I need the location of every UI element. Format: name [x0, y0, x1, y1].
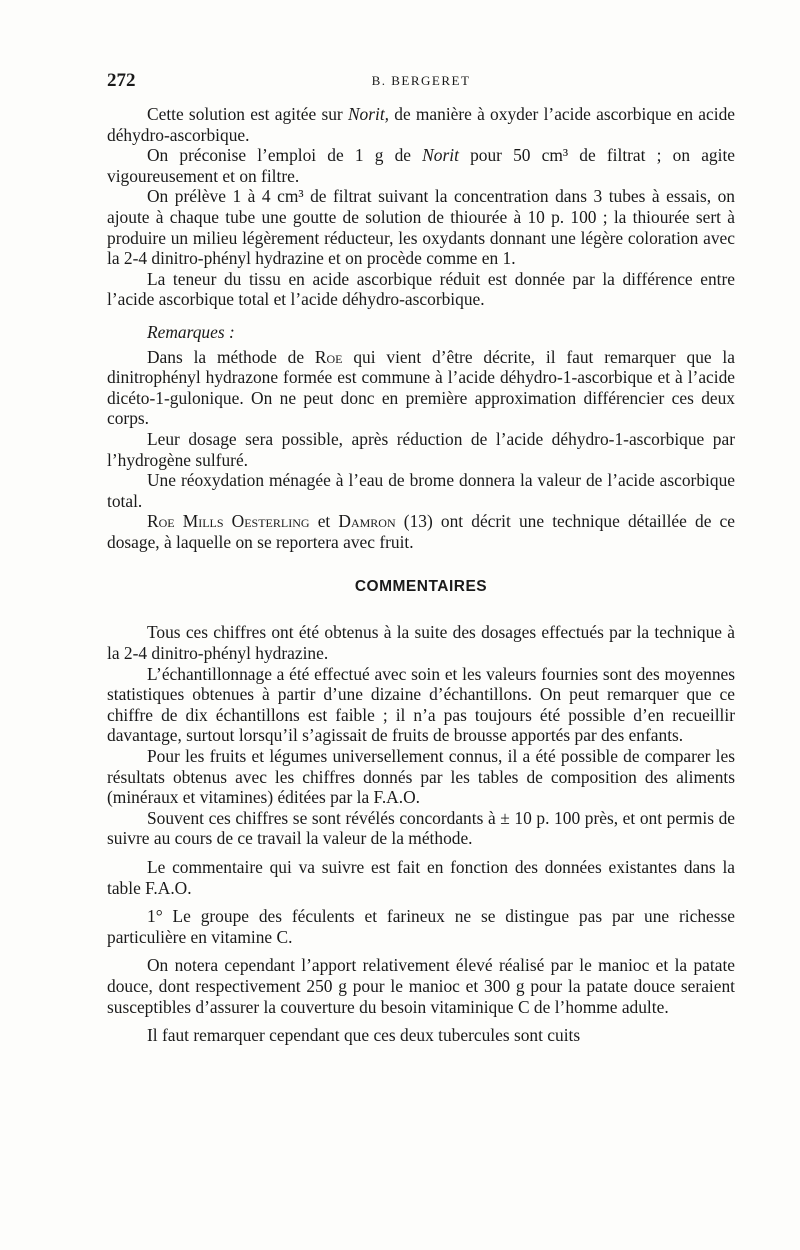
paragraph-norit-agitation: Cette solution est agitée sur Norit, de manière à oxyder l’acide ascorbique en acide déhydro-ascorbique.: [107, 104, 735, 145]
paragraph-commentaires: Souvent ces chiffres se sont révélés concordants à ± 10 p. 100 près, et ont permis de suivre au cours de ce travail la valeur de la méthode.: [107, 807, 735, 849]
paragraph-remarques-reoxydation: Une réoxydation ménagée à l’eau de brome donnera la valeur de l’acide ascorbique total.: [107, 470, 735, 511]
paragraph-remarques-reference: Roe Mills Oesterling et Damron (13) ont décrit une technique détaillée de ce dosage, à laquelle on se reportera avec fruit.: [107, 511, 735, 552]
paragraph-norit-dose: On préconise l’emploi de 1 g de Norit pour 50 cm³ de filtrat ; on agite vigoureusement et on filtre.: [107, 145, 735, 186]
page-number: 272: [107, 70, 136, 91]
running-head: [107, 70, 735, 96]
paragraph-commentaires: L’échantillonnage a été effectué avec soin et les valeurs fournies sont des moyennes statistiques obtenues à partir d’une dizaine d’échantillons. On peut remarquer que ce chiffre de dix échantillons est faible ; il n’a pas toujours été possible d’en recueillir davantage, surtout lorsqu’il s’agissait de fruits de brousse apportés par des enfants.: [107, 663, 735, 746]
paragraph-remarques-roe: Dans la méthode de Roe qui vient d’être décrite, il faut remarquer que la dinitrophényl hydrazone formée est commune à l’acide déhydro-1-ascorbique et à l’acide dicéto-1-gulonique. On ne peut donc en première approximation différencier ces deux corps.: [107, 346, 735, 429]
paragraph-remarques-dosage: Leur dosage sera possible, après réduction de l’acide déhydro-1-ascorbique par l’hydrogène sulfuré.: [107, 428, 735, 470]
paragraph-commentaires: Pour les fruits et légumes universellement connus, il a été possible de comparer les résultats obtenus avec les chiffres donnés par les tables de composition des aliments (minéraux et vitamines) éditées par la F.A.O.: [107, 746, 735, 808]
remarques-heading: Remarques :: [147, 321, 235, 342]
paragraph-teneur: La teneur du tissu en acide ascorbique réduit est donnée par la différence entre l’acide ascorbique total et l’acide déhydro-ascorbique.: [107, 268, 735, 310]
paragraph-commentaires: Tous ces chiffres ont été obtenus à la suite des dosages effectués par la technique à la 2-4 dinitro-phényl hydrazine.: [107, 622, 735, 664]
running-head-author: B. BERGERET: [371, 73, 471, 88]
paragraph-commentaires: Le commentaire qui va suivre est fait en fonction des données existantes dans la table F.A.O.: [107, 857, 735, 898]
page: [107, 70, 735, 1046]
section-heading-commentaires: COMMENTAIRES: [354, 578, 488, 596]
paragraph-commentaires: 1° Le groupe des féculents et farineux ne se distingue pas par une richesse particulière en vitamine C.: [107, 906, 735, 947]
paragraph-commentaires: On notera cependant l’apport relativement élevé réalisé par le manioc et la patate douce, dont respectivement 250 g pour le manioc et 300 g pour la patate douce seraient susceptibles d’assurer la couverture du besoin vitaminique C de l’homme adulte.: [107, 955, 735, 1017]
paragraph-commentaires: Il faut remarquer cependant que ces deux tubercules sont cuits: [147, 1025, 581, 1046]
paragraph-prelevement: On prélève 1 à 4 cm³ de filtrat suivant la concentration dans 3 tubes à essais, on ajoute à chaque tube une goutte de solution de thiourée à 10 p. 100 ; la thiourée sert à produire un milieu légèrement réducteur, les oxydants donnant une légère coloration avec la 2-4 dinitro-phényl hydrazine et on procède comme en 1.: [107, 186, 735, 269]
